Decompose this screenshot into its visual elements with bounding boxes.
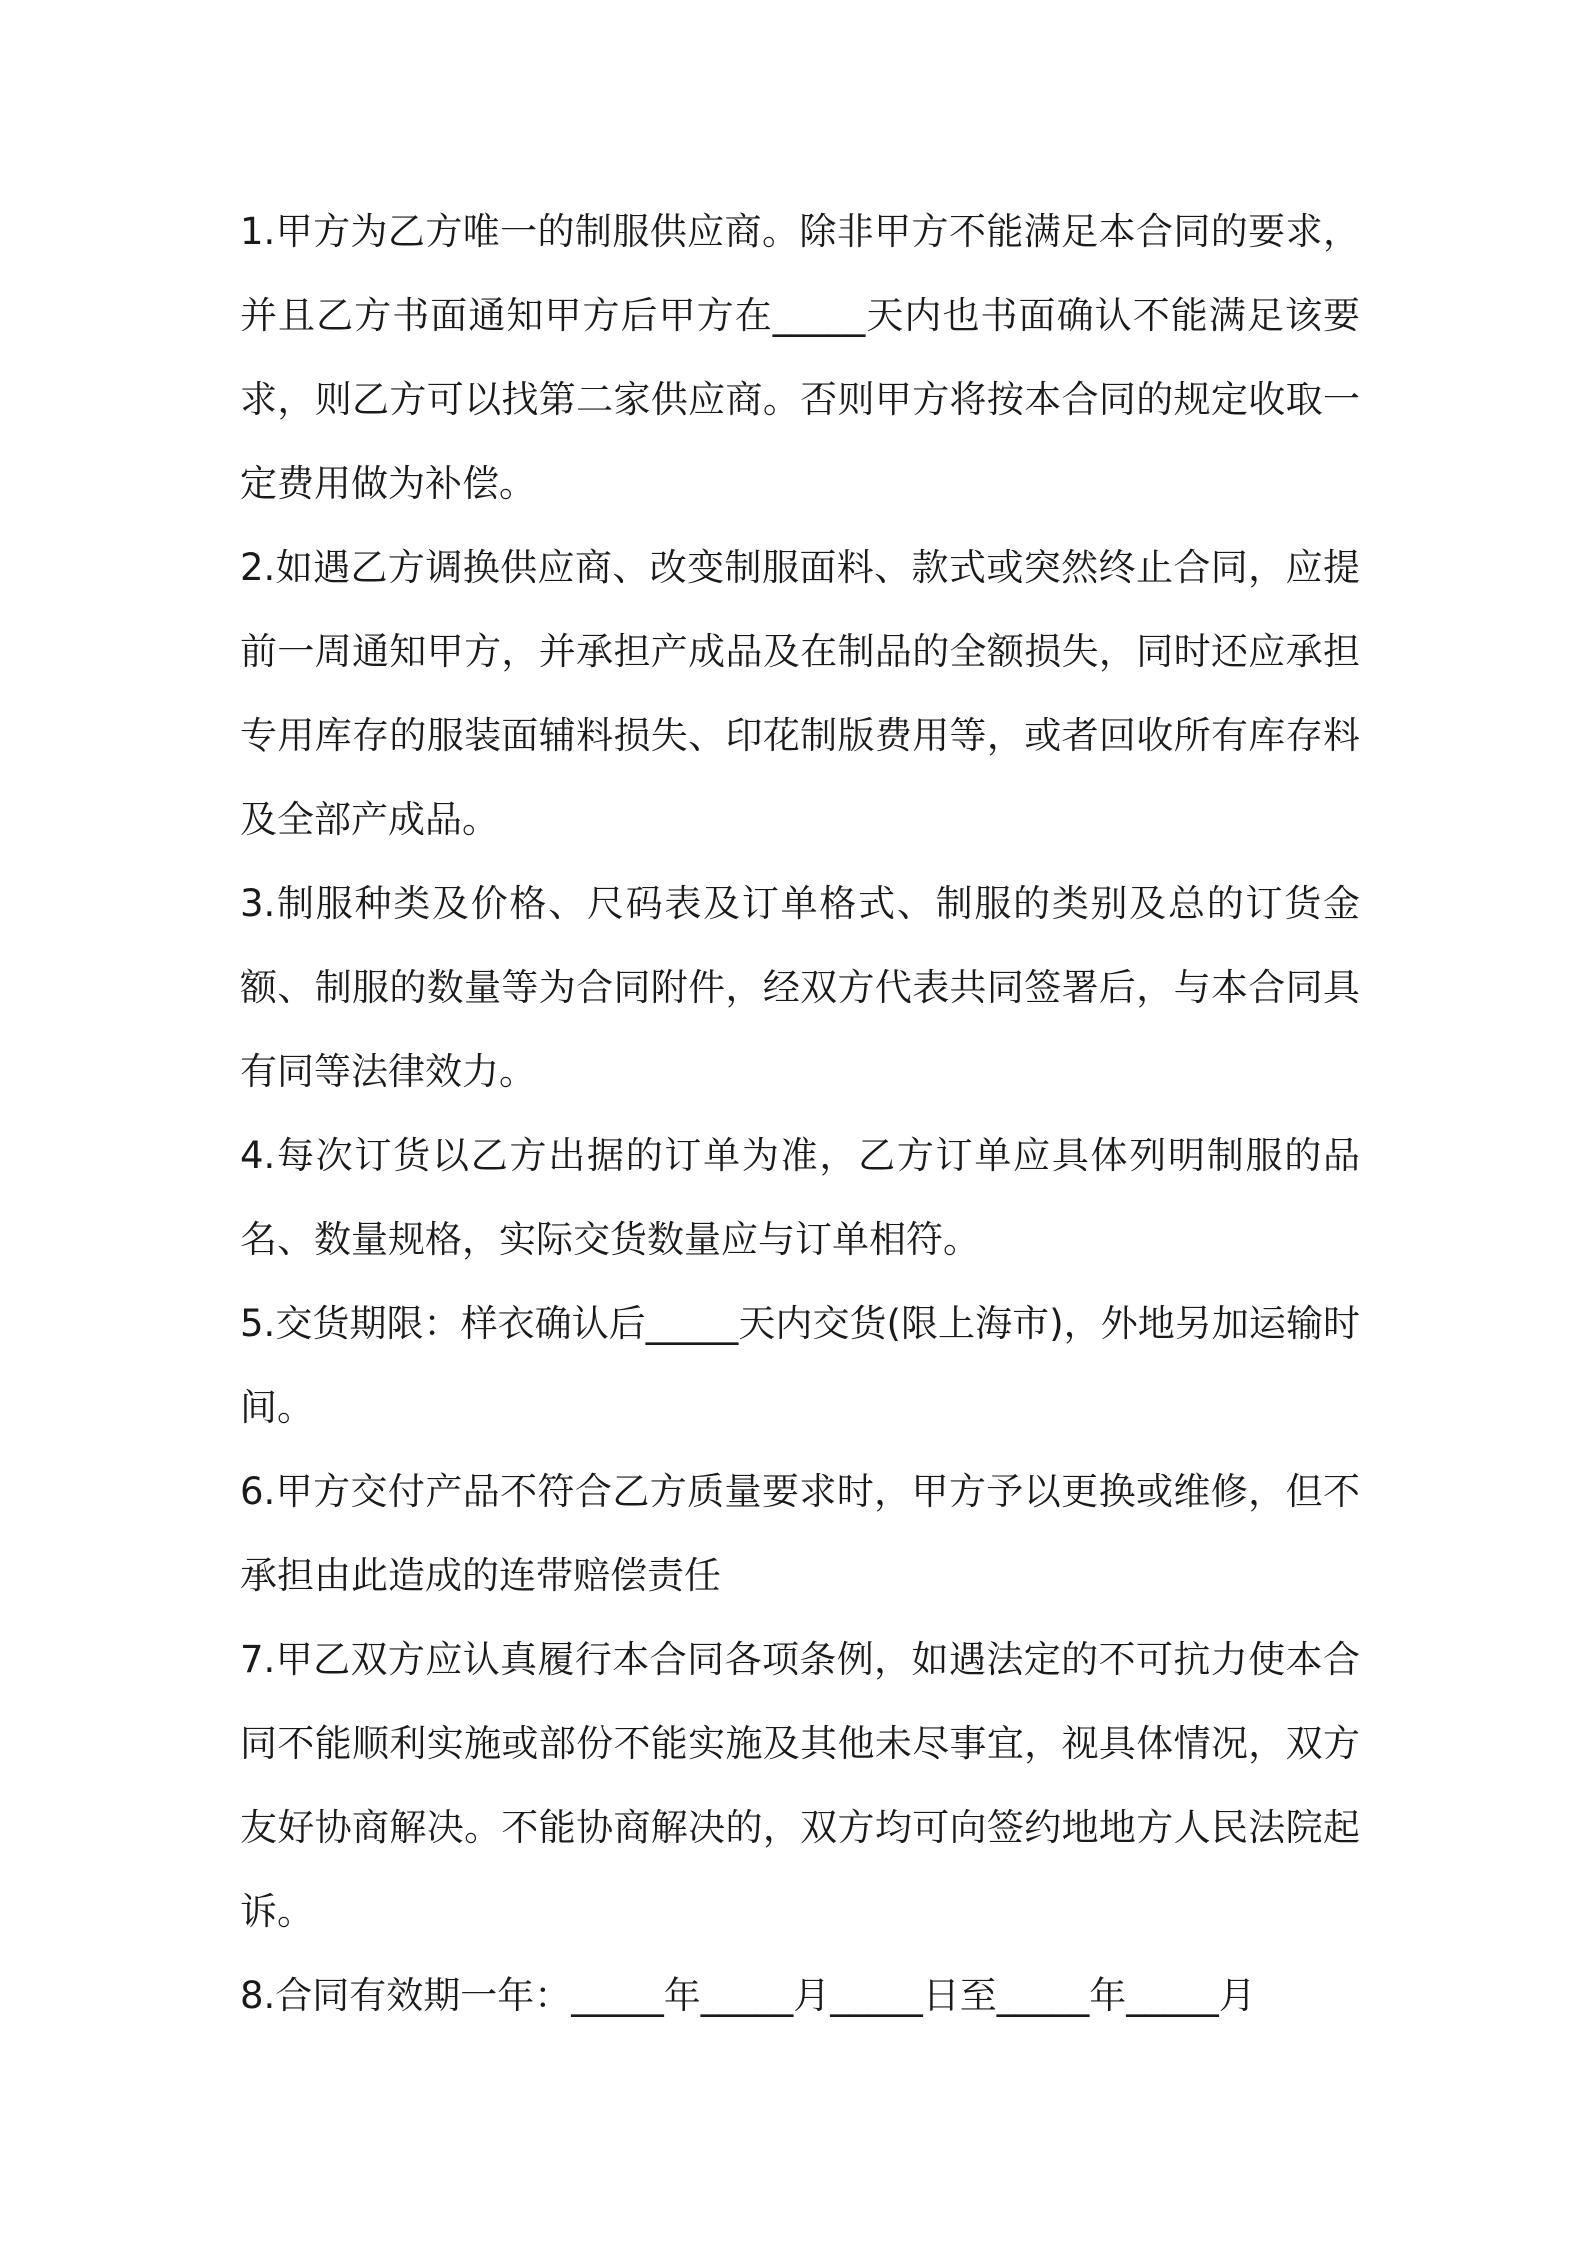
clause-7: 7.甲乙双方应认真履行本合同各项条例，如遇法定的不可抗力使本合同不能顺利实施或部份不能实施及其他未尽事宜，视具体情况，双方友好协商解决。不能协商解决的，双方均可向签约地地方人民法院起诉。 [240,1638,1360,1933]
clause-2: 2.如遇乙方调换供应商、改变制服面料、款式或突然终止合同，应提前一周通知甲方，并承担产成品及在制品的全额损失，同时还应承担专用库存的服装面辅料损失、印花制版费用等，或者回收所有库存料及全部产成品。 [240,546,1360,841]
clause-5: 5.交货期限：样衣确认后_____天内交货(限上海市)，外地另加运输时间。 [240,1302,1360,1429]
clause-6: 6.甲方交付产品不符合乙方质量要求时，甲方予以更换或维修，但不承担由此造成的连带赔偿责任 [240,1470,1360,1597]
clause-1: 1.甲方为乙方唯一的制服供应商。除非甲方不能满足本合同的要求，并且乙方书面通知甲方后甲方在_____天内也书面确认不能满足该要求，则乙方可以找第二家供应商。否则甲方将按本合同的规定收取一定费用做为补偿。 [240,210,1360,505]
clause-4: 4.每次订货以乙方出据的订单为准，乙方订单应具体列明制服的品名、数量规格，实际交货数量应与订单相符。 [240,1134,1360,1261]
clause-8: 8.合同有效期一年：_____年_____月_____日至_____年_____月 [240,1974,1256,2017]
contract-body [240,190,1360,2038]
clause-3: 3.制服种类及价格、尺码表及订单格式、制服的类别及总的订货金额、制服的数量等为合同附件，经双方代表共同签署后，与本合同具有同等法律效力。 [240,882,1360,1093]
